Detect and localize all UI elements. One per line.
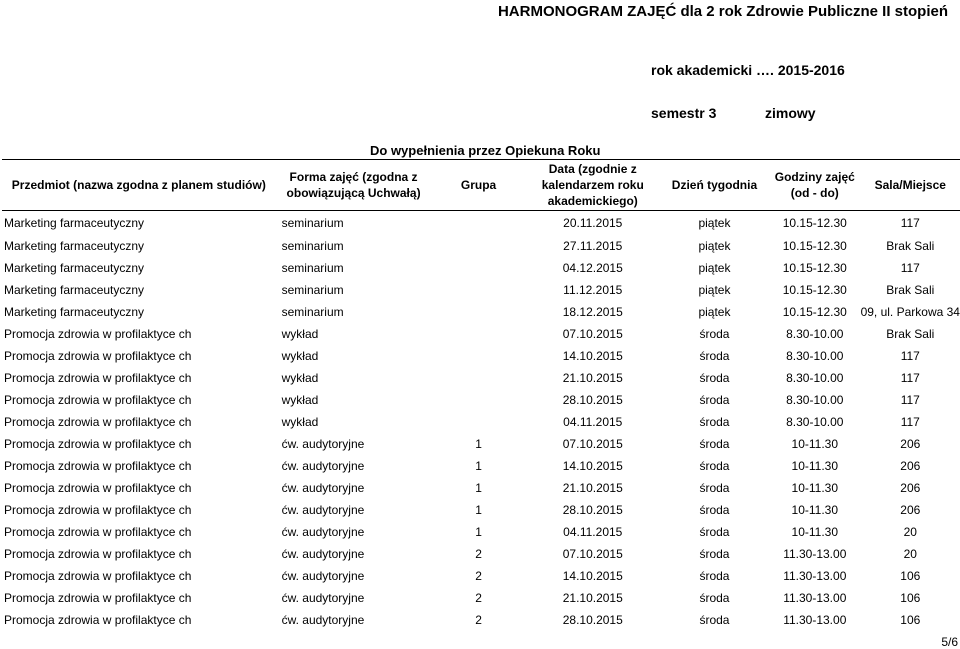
cell-subject: Promocja zdrowia w profilaktyce ch bbox=[4, 547, 192, 561]
cell-date: 18.12.2015 bbox=[562, 305, 623, 319]
cell-date: 07.10.2015 bbox=[562, 437, 623, 451]
cell-subject: Marketing farmaceutyczny bbox=[4, 261, 145, 275]
table-row bbox=[2, 587, 960, 609]
cell-date: 20.11.2015 bbox=[563, 216, 623, 230]
season: zimowy bbox=[765, 105, 816, 121]
cell-date: 28.10.2015 bbox=[562, 393, 623, 407]
cell-subject: Promocja zdrowia w profilaktyce ch bbox=[4, 459, 192, 473]
semester: semestr 3 bbox=[651, 105, 717, 121]
cell-form: seminarium bbox=[281, 305, 344, 319]
cell-subject: Promocja zdrowia w profilaktyce ch bbox=[4, 327, 192, 341]
cell-group bbox=[432, 389, 526, 411]
table-row bbox=[2, 279, 960, 301]
cell-form: ćw. audytoryjne bbox=[281, 591, 365, 605]
schedule-table bbox=[2, 159, 960, 631]
cell-hours: 8.30-10.00 bbox=[786, 327, 844, 341]
cell-form: wykład bbox=[281, 393, 319, 407]
cell-weekday: środa bbox=[699, 349, 730, 363]
table-row bbox=[2, 235, 960, 257]
table-row bbox=[2, 565, 960, 587]
col-date: Data (zgodnie z kalendarzem roku akademickiego) bbox=[526, 160, 660, 211]
cell-form: ćw. audytoryjne bbox=[281, 459, 365, 473]
cell-subject: Marketing farmaceutyczny bbox=[4, 305, 145, 319]
cell-room: 106 bbox=[900, 613, 921, 627]
col-hours: Godziny zajęć (od - do) bbox=[769, 160, 861, 211]
table-row bbox=[2, 389, 960, 411]
cell-group bbox=[432, 301, 526, 323]
cell-date: 21.10.2015 bbox=[562, 371, 623, 385]
cell-date: 04.12.2015 bbox=[562, 261, 623, 275]
cell-form: ćw. audytoryjne bbox=[281, 613, 365, 627]
cell-group bbox=[432, 279, 526, 301]
cell-weekday: środa bbox=[699, 591, 730, 605]
cell-hours: 11.30-13.00 bbox=[783, 613, 847, 627]
cell-form: ćw. audytoryjne bbox=[281, 547, 365, 561]
cell-hours: 10-11.30 bbox=[791, 437, 839, 451]
cell-group: 1 bbox=[475, 481, 482, 495]
cell-weekday: środa bbox=[699, 437, 730, 451]
cell-hours: 8.30-10.00 bbox=[786, 349, 844, 363]
cell-room: 09, ul. Parkowa 34 bbox=[860, 305, 960, 319]
table-row bbox=[2, 499, 960, 521]
cell-group: 2 bbox=[475, 569, 482, 583]
cell-group: 2 bbox=[475, 547, 482, 561]
cell-form: seminarium bbox=[281, 216, 344, 230]
cell-group bbox=[432, 235, 526, 257]
cell-form: ćw. audytoryjne bbox=[281, 437, 365, 451]
cell-weekday: środa bbox=[699, 481, 730, 495]
cell-subject: Promocja zdrowia w profilaktyce ch bbox=[4, 415, 192, 429]
cell-subject: Promocja zdrowia w profilaktyce ch bbox=[4, 481, 192, 495]
cell-form: seminarium bbox=[281, 283, 344, 297]
cell-subject: Promocja zdrowia w profilaktyce ch bbox=[4, 349, 192, 363]
cell-weekday: środa bbox=[699, 459, 730, 473]
cell-room: 206 bbox=[900, 481, 921, 495]
cell-group bbox=[432, 323, 526, 345]
cell-weekday: środa bbox=[699, 569, 730, 583]
cell-room: 117 bbox=[900, 261, 920, 275]
cell-weekday: środa bbox=[699, 415, 730, 429]
table-header-row bbox=[2, 160, 960, 211]
table-row bbox=[2, 211, 960, 236]
cell-form: wykład bbox=[281, 349, 319, 363]
table-row bbox=[2, 301, 960, 323]
cell-date: 07.10.2015 bbox=[562, 327, 623, 341]
cell-subject: Promocja zdrowia w profilaktyce ch bbox=[4, 569, 192, 583]
cell-form: ćw. audytoryjne bbox=[281, 503, 365, 517]
table-row bbox=[2, 477, 960, 499]
cell-weekday: środa bbox=[699, 613, 730, 627]
cell-form: ćw. audytoryjne bbox=[281, 525, 365, 539]
cell-date: 21.10.2015 bbox=[562, 591, 623, 605]
cell-date: 14.10.2015 bbox=[562, 349, 623, 363]
cell-weekday: piątek bbox=[698, 216, 731, 230]
cell-group bbox=[432, 211, 526, 236]
cell-room: 20 bbox=[903, 547, 917, 561]
cell-hours: 8.30-10.00 bbox=[786, 371, 844, 385]
table-row bbox=[2, 609, 960, 631]
cell-hours: 10.15-12.30 bbox=[782, 283, 847, 297]
cell-weekday: piątek bbox=[698, 283, 731, 297]
academic-year: rok akademicki …. 2015-2016 bbox=[651, 62, 845, 78]
cell-date: 14.10.2015 bbox=[562, 569, 623, 583]
cell-weekday: piątek bbox=[698, 239, 731, 253]
table-row bbox=[2, 455, 960, 477]
cell-weekday: środa bbox=[699, 547, 730, 561]
cell-group: 2 bbox=[475, 613, 482, 627]
cell-group bbox=[432, 367, 526, 389]
cell-date: 07.10.2015 bbox=[562, 547, 623, 561]
cell-form: ćw. audytoryjne bbox=[281, 481, 365, 495]
cell-group: 2 bbox=[475, 591, 482, 605]
table-row bbox=[2, 411, 960, 433]
cell-room: 106 bbox=[900, 569, 921, 583]
cell-room: 206 bbox=[900, 503, 921, 517]
cell-hours: 10.15-12.30 bbox=[782, 261, 847, 275]
cell-room: 117 bbox=[900, 349, 920, 363]
cell-hours: 11.30-13.00 bbox=[783, 591, 847, 605]
cell-date: 04.11.2015 bbox=[563, 525, 623, 539]
col-form: Forma zajęć (zgodna z obowiązującą Uchwałą) bbox=[276, 160, 432, 211]
col-subject: Przedmiot (nazwa zgodna z planem studiów) bbox=[2, 160, 276, 211]
cell-hours: 8.30-10.00 bbox=[786, 393, 844, 407]
cell-weekday: środa bbox=[699, 327, 730, 341]
cell-room: 117 bbox=[900, 371, 920, 385]
cell-subject: Marketing farmaceutyczny bbox=[4, 283, 145, 297]
cell-form: seminarium bbox=[281, 239, 344, 253]
cell-subject: Promocja zdrowia w profilaktyce ch bbox=[4, 503, 192, 517]
cell-subject: Promocja zdrowia w profilaktyce ch bbox=[4, 371, 192, 385]
fill-note: Do wypełnienia przez Opiekuna Roku bbox=[370, 143, 601, 158]
cell-hours: 10-11.30 bbox=[791, 459, 839, 473]
cell-room: Brak Sali bbox=[886, 283, 935, 297]
cell-form: wykład bbox=[281, 371, 319, 385]
cell-group: 1 bbox=[475, 525, 482, 539]
table-row bbox=[2, 367, 960, 389]
cell-hours: 10.15-12.30 bbox=[782, 239, 847, 253]
cell-date: 21.10.2015 bbox=[562, 481, 623, 495]
table-row bbox=[2, 345, 960, 367]
cell-room: 117 bbox=[900, 393, 920, 407]
cell-room: 117 bbox=[900, 216, 920, 230]
table-row bbox=[2, 257, 960, 279]
cell-weekday: piątek bbox=[698, 305, 731, 319]
cell-date: 28.10.2015 bbox=[562, 503, 623, 517]
cell-form: ćw. audytoryjne bbox=[281, 569, 365, 583]
table-row bbox=[2, 433, 960, 455]
cell-subject: Marketing farmaceutyczny bbox=[4, 216, 145, 230]
cell-group bbox=[432, 345, 526, 367]
cell-hours: 10-11.30 bbox=[791, 525, 839, 539]
cell-hours: 10.15-12.30 bbox=[782, 305, 847, 319]
cell-date: 27.11.2015 bbox=[563, 239, 623, 253]
cell-date: 04.11.2015 bbox=[563, 415, 623, 429]
cell-weekday: piątek bbox=[698, 261, 731, 275]
cell-hours: 11.30-13.00 bbox=[783, 569, 847, 583]
cell-group: 1 bbox=[475, 503, 482, 517]
table-row bbox=[2, 543, 960, 565]
cell-weekday: środa bbox=[699, 393, 730, 407]
table-row bbox=[2, 521, 960, 543]
cell-subject: Promocja zdrowia w profilaktyce ch bbox=[4, 437, 192, 451]
page-number: 5/6 bbox=[941, 635, 958, 649]
cell-form: wykład bbox=[281, 415, 319, 429]
cell-subject: Promocja zdrowia w profilaktyce ch bbox=[4, 591, 192, 605]
document-title: HARMONOGRAM ZAJĘĆ dla 2 rok Zdrowie Publiczne II stopień bbox=[497, 3, 948, 20]
table-row bbox=[2, 323, 960, 345]
col-room: Sala/Miejsce bbox=[861, 160, 960, 211]
cell-subject: Promocja zdrowia w profilaktyce ch bbox=[4, 613, 192, 627]
cell-date: 14.10.2015 bbox=[562, 459, 623, 473]
cell-form: seminarium bbox=[281, 261, 344, 275]
cell-hours: 10.15-12.30 bbox=[782, 216, 847, 230]
cell-group bbox=[432, 411, 526, 433]
cell-group: 1 bbox=[475, 459, 482, 473]
cell-subject: Marketing farmaceutyczny bbox=[4, 239, 145, 253]
cell-room: 117 bbox=[900, 415, 920, 429]
cell-date: 28.10.2015 bbox=[562, 613, 623, 627]
cell-hours: 10-11.30 bbox=[791, 481, 839, 495]
col-group: Grupa bbox=[432, 160, 526, 211]
cell-hours: 8.30-10.00 bbox=[786, 415, 844, 429]
cell-room: Brak Sali bbox=[886, 327, 935, 341]
cell-hours: 10-11.30 bbox=[791, 503, 839, 517]
cell-room: Brak Sali bbox=[886, 239, 935, 253]
cell-date: 11.12.2015 bbox=[563, 283, 623, 297]
cell-room: 106 bbox=[900, 591, 921, 605]
cell-room: 206 bbox=[900, 437, 921, 451]
cell-weekday: środa bbox=[699, 525, 730, 539]
cell-room: 206 bbox=[900, 459, 921, 473]
cell-subject: Promocja zdrowia w profilaktyce ch bbox=[4, 393, 192, 407]
cell-group: 1 bbox=[475, 437, 482, 451]
cell-subject: Promocja zdrowia w profilaktyce ch bbox=[4, 525, 192, 539]
cell-group bbox=[432, 257, 526, 279]
cell-room: 20 bbox=[903, 525, 917, 539]
cell-weekday: środa bbox=[699, 371, 730, 385]
cell-hours: 11.30-13.00 bbox=[783, 547, 847, 561]
cell-weekday: środa bbox=[699, 503, 730, 517]
col-weekday: Dzień tygodnia bbox=[660, 160, 769, 211]
cell-form: wykład bbox=[281, 327, 319, 341]
